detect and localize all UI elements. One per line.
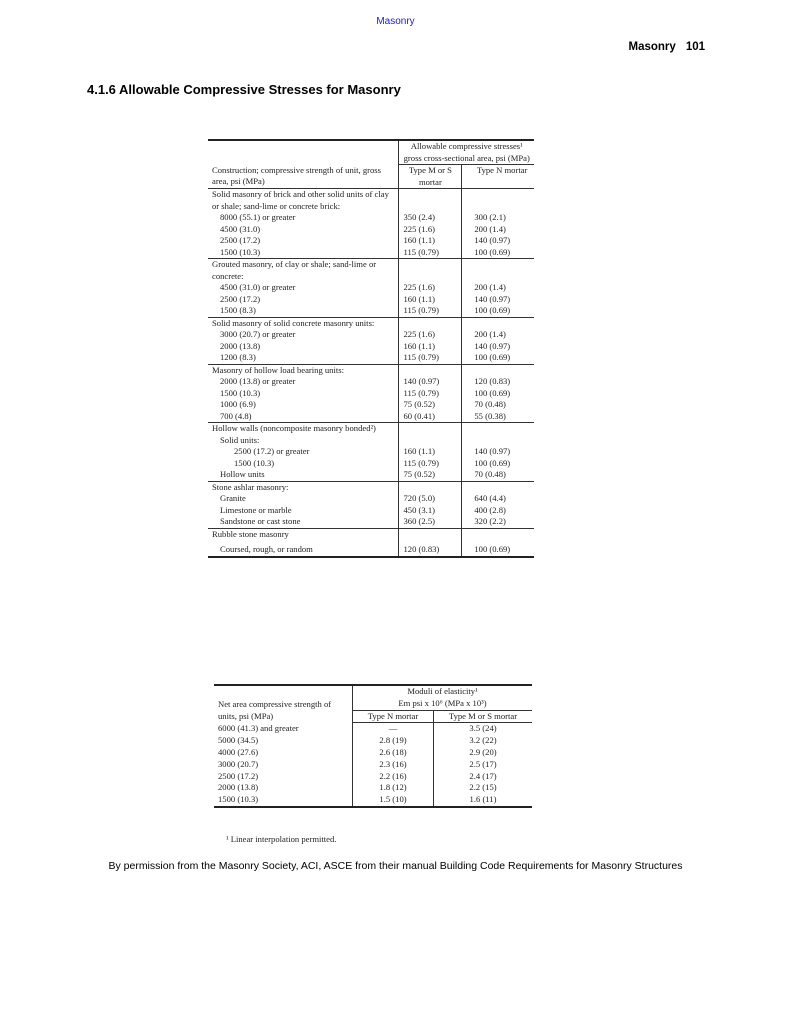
table-row: Sandstone or cast stone 360 (2.5) 320 (2.2)	[220, 516, 506, 526]
table-row: 8000 (55.1) or greater 350 (2.4) 300 (2.1)	[220, 212, 506, 222]
table-row: 1000 (6.9) 75 (0.52) 70 (0.48)	[220, 399, 506, 409]
table-row: 3000 (20.7) 2.3 (16) 2.5 (17)	[214, 759, 532, 771]
section-title-row: Grouted masonry, of clay or shale; sand-lime or concrete:	[208, 259, 399, 283]
page-number: 101	[685, 41, 705, 53]
table-row: Coursed, rough, or random 120 (0.83) 100 (0.69)	[208, 544, 534, 557]
table1-row-header: Construction; compressive strength of unit, gross area, psi (MPa)	[212, 164, 381, 186]
table-row: Hollow units 75 (0.52) 70 (0.48)	[220, 469, 506, 479]
table-row: 5000 (34.5) 2.8 (19) 3.2 (22)	[214, 735, 532, 747]
section-title-row: Masonry of hollow load bearing units:	[208, 364, 399, 376]
section-title-row: Hollow walls (noncomposite masonry bonded²)	[208, 423, 399, 435]
table2-group-header: Moduli of elasticity¹ Em psi x 10⁶ (MPa x 10³)	[353, 685, 533, 710]
table-row: 1500 (10.3) 1.5 (10) 1.6 (11)	[214, 794, 532, 807]
section-title-row: Rubble stone masonry	[208, 528, 399, 540]
table-row: 1500 (10.3) 115 (0.79) 100 (0.69)	[234, 457, 511, 468]
running-title: Masonry	[628, 41, 676, 53]
table-row: 2000 (13.8) 160 (1.1) 140 (0.97)	[220, 340, 511, 351]
table-row: 2500 (17.2) or greater 160 (1.1) 140 (0.97)	[234, 446, 511, 456]
table-row: 1500 (8.3) 115 (0.79) 100 (0.69)	[220, 305, 511, 315]
table-row: 1200 (8.3) 115 (0.79) 100 (0.69)	[220, 352, 511, 362]
section-title-row: Stone ashlar masonry:	[208, 481, 399, 493]
table-row: 3000 (20.7) or greater 225 (1.6) 200 (1.4)	[220, 329, 506, 339]
table-row: 1500 (10.3) 115 (0.79) 100 (0.69)	[220, 246, 511, 257]
table-row: Granite 720 (5.0) 640 (4.4)	[220, 493, 506, 503]
table-row: 2000 (13.8) 1.8 (12) 2.2 (15)	[214, 782, 532, 794]
permission-caption: By permission from the Masonry Society, ACI, ASCE from their manual Building Code Requirements for Masonry Structures	[108, 860, 683, 872]
table2-col-m-s: Type M or S mortar	[434, 710, 533, 723]
table-row: 6000 (41.3) and greater — 3.5 (24)	[214, 723, 532, 735]
table-row: 1500 (10.3) 115 (0.79) 100 (0.69)	[220, 387, 511, 398]
table-row: 2500 (17.2) 160 (1.1) 140 (0.97)	[220, 293, 511, 304]
section-title-row: Solid masonry of brick and other solid units of clay or shale; sand-lime or concrete brick:	[208, 189, 399, 213]
table-row: 2500 (17.2) 160 (1.1) 140 (0.97)	[220, 235, 511, 245]
table2-footnote: ¹ Linear interpolation permitted.	[226, 834, 337, 844]
top-masonry-link[interactable]: Masonry	[376, 16, 415, 27]
table-row: 2500 (17.2) 2.2 (16) 2.4 (17)	[214, 771, 532, 783]
table-row: 700 (4.8) 60 (0.41) 55 (0.38)	[220, 410, 506, 421]
section-subtitle: Solid units:	[220, 434, 260, 445]
table-row: 4500 (31.0) or greater 225 (1.6) 200 (1.4)	[220, 282, 506, 292]
moduli-of-elasticity-table	[214, 684, 532, 808]
section-title-row: Solid masonry of solid concrete masonry units:	[208, 317, 399, 329]
table-row: Limestone or marble 450 (3.1) 400 (2.8)	[220, 504, 506, 515]
allowable-stresses-table	[208, 139, 534, 558]
table-row: 2000 (13.8) or greater 140 (0.97) 120 (0.83)	[220, 376, 511, 386]
section-title: 4.1.6 Allowable Compressive Stresses for Masonry	[87, 82, 401, 97]
table1-col-n: Type N mortar	[462, 165, 534, 189]
table-row: 4500 (31.0) 225 (1.6) 200 (1.4)	[220, 223, 506, 234]
table1-group-header: Allowable compressive stresses¹ gross cross-sectional area, psi (MPa)	[399, 140, 534, 165]
table2-row-header: Net area compressive strength of units, psi (MPa)	[214, 685, 353, 723]
table2-col-n: Type N mortar	[353, 710, 434, 723]
table1-col-m-s: Type M or S mortar	[399, 165, 462, 189]
table-row: 4000 (27.6) 2.6 (18) 2.9 (20)	[214, 747, 532, 759]
running-header	[629, 41, 705, 53]
